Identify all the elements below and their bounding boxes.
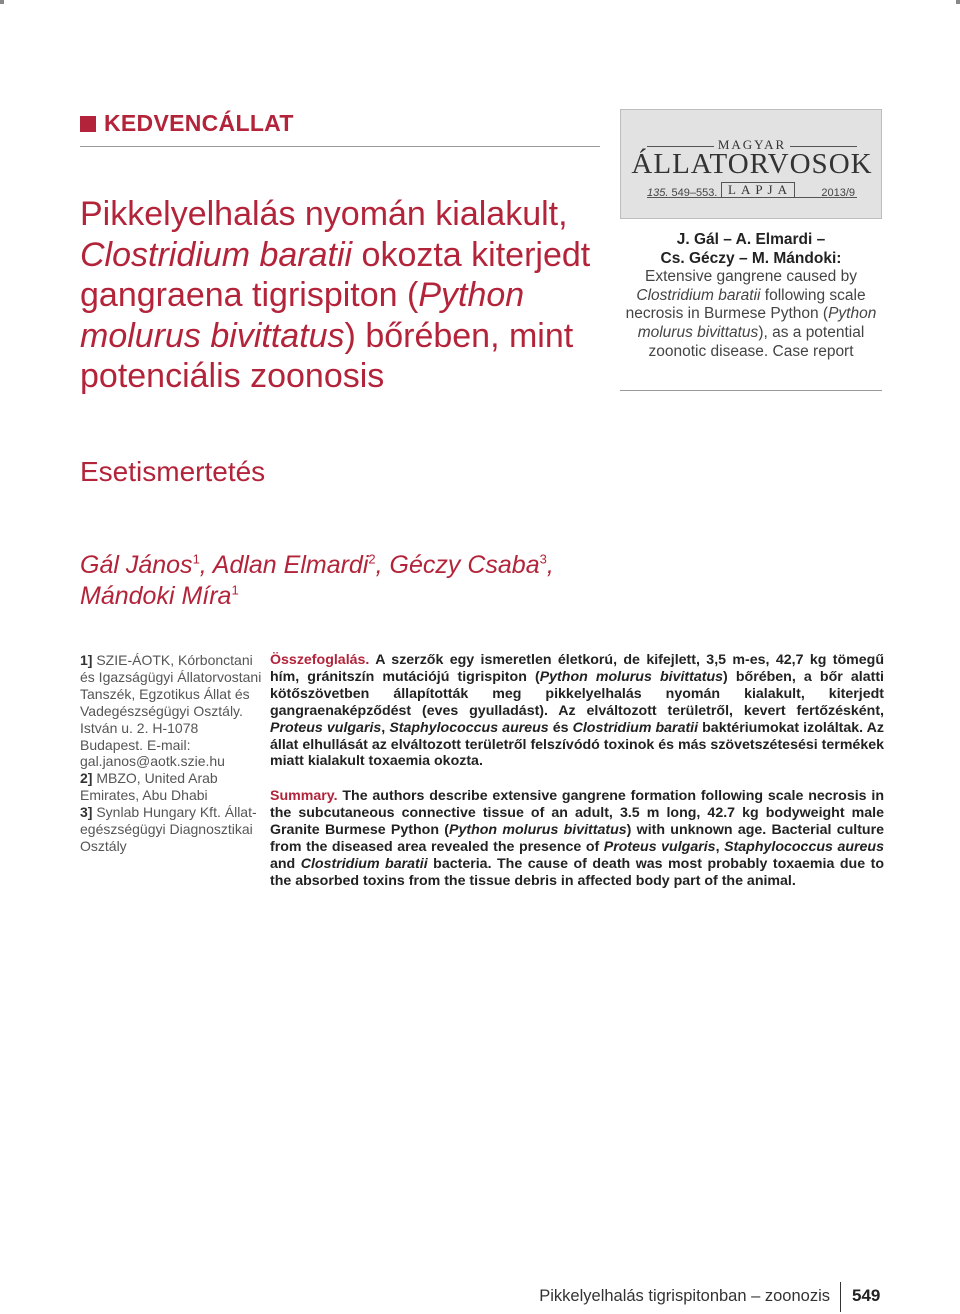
affiliation-text: Synlab Hungary Kft. Állat-egészségügyi Diagnosztikai Osztály	[80, 804, 257, 854]
section-marker-square	[80, 116, 96, 132]
journal-masthead	[620, 109, 882, 219]
author-separator: ,	[546, 551, 554, 579]
affiliations	[80, 652, 265, 855]
author-affiliation-ref: 3	[539, 551, 547, 567]
abstract-label: Summary.	[270, 788, 338, 804]
author-affiliation-ref: 2	[368, 551, 376, 567]
corner-mark-top-right	[956, 0, 960, 4]
running-footer-title: Pikkelyelhalás tigrispitonban – zoonozis	[539, 1287, 830, 1305]
affiliation-text: SZIE-ÁOTK, Kórbonctani és Igazságügyi Állatorvostani Tanszék, Egzotikus Állat és Vadegészségügyi Osztály. István u. 2. H-1078 Budapest. E-mail: gal.janos@aotk.szie.hu	[80, 652, 262, 770]
english-title	[620, 268, 882, 361]
affiliation-item	[80, 770, 265, 804]
abstract-text: ) with unknown age. Bacterial culture from the diseased area revealed the presence of	[270, 821, 884, 855]
title-part-3: ) bőrében, mint potenciális zoonosis	[80, 316, 574, 395]
english-authors-line-2: Cs. Géczy – M. Mándoki:	[660, 249, 842, 267]
page-number: 549	[852, 1286, 881, 1305]
journal-name: ÁLLATORVOSOK	[631, 148, 873, 180]
abstract-text: baktériumokat izoláltak. Az állat elhullását az elváltozott területről felszívódó toxinok és más szövetszétesési termékek miatt kialakult toxaemia okozta.	[270, 719, 884, 770]
affiliation-text: MBZO, United Arab Emirates, Abu Dhabi	[80, 770, 218, 804]
corner-mark-top-left	[0, 0, 4, 4]
abstract-text: bacteria. The cause of death was most probably toxaemia due to the absorbed toxins from the tissue debris in affected body part of the animal.	[270, 855, 884, 889]
abstract-hungarian	[270, 652, 884, 770]
author-affiliation-ref: 1	[231, 582, 239, 598]
title-italic-1: Clostridium baratii	[80, 235, 353, 274]
volume-number: 135.	[647, 187, 669, 199]
section-label: KEDVENCÁLLAT	[104, 110, 294, 136]
section-divider	[80, 146, 600, 147]
author-separator: ,	[199, 551, 213, 579]
title-italic-2: Python molurus bivittatus	[80, 276, 525, 355]
masthead-magyar: MAGYAR	[714, 137, 790, 152]
abstract-english	[270, 788, 884, 889]
author-list	[80, 550, 640, 612]
author-affiliation-ref: 1	[192, 551, 200, 567]
english-title-italic-2: Python molurus bivittatus	[637, 305, 877, 341]
species-name: Python molurus bivittatus	[539, 668, 724, 685]
affiliation-key: 2]	[80, 770, 93, 787]
species-name: Staphylococcus aureus	[389, 719, 549, 736]
abstract-text: A szerzők egy ismeretlen életkorú, de kifejlett, 3,5 m-es, 42,7 kg tömegű hím, gránitszín mutációjú tigrispiton (	[270, 652, 884, 685]
affiliation-item	[80, 804, 265, 855]
affiliation-item	[80, 652, 265, 770]
english-title-part-3: ), as a potential zoonotic disease. Case report	[648, 323, 865, 360]
abstract-text: ,	[715, 838, 725, 855]
journal-year-issue: 2013/9	[821, 187, 855, 199]
author-separator: ,	[375, 551, 390, 579]
abstract-text: ,	[381, 719, 390, 736]
abstract-text: The authors describe extensive gangrene formation following scale necrosis in the subcutaneous connective tissue of an adult, 3.5 m long, 42.7 kg bodyweight male Granite Burmese Python (	[270, 788, 884, 838]
author-name: Adlan Elmardi	[212, 551, 369, 579]
abstract-text: and	[270, 855, 301, 872]
english-title-part-2: following scale necrosis in Burmese Python (	[625, 286, 866, 323]
title-part-1: Pikkelyelhalás nyomán kialakult,	[80, 195, 568, 233]
article-title	[80, 194, 610, 397]
footer-separator	[840, 1282, 841, 1312]
abstract-text: ) bőrében, a bőr alatti kötőszövetben állapították meg pikkelyelhalás nyomán kialakult, kiterjedt gangraenaképződést (eves gyulladást). Az elváltozott területről, kevert fertőzésként,	[270, 668, 884, 719]
species-name: Clostridium baratii	[300, 855, 428, 872]
english-authors-line-1: J. Gál – A. Elmardi –	[676, 231, 826, 248]
page-range: 549–553.	[671, 187, 718, 199]
affiliation-key: 1]	[80, 652, 93, 668]
species-name: Proteus vulgaris	[270, 719, 382, 736]
author-name: Mándoki Míra	[80, 582, 232, 610]
journal-lapja: LAPJA	[721, 182, 795, 197]
english-title-block	[620, 231, 882, 361]
title-part-2: okozta kiterjedt gangraena tigrispiton (	[80, 235, 591, 314]
english-title-part-1: Extensive gangrene caused by	[645, 268, 857, 286]
author-name: Géczy Csaba	[389, 551, 540, 579]
author-name: Gál János	[80, 551, 193, 579]
species-name: Proteus vulgaris	[603, 838, 716, 855]
species-name: Python molurus bivittatus	[449, 821, 627, 838]
species-name: Clostridium baratii	[572, 719, 699, 736]
english-title-italic-1: Clostridium baratii	[636, 286, 761, 304]
affiliation-key: 3]	[80, 804, 93, 821]
species-name: Staphylococcus aureus	[724, 838, 884, 855]
article-subtitle: Esetismertetés	[80, 456, 266, 487]
abstract-label: Összefoglalás.	[270, 652, 370, 668]
english-block-divider	[620, 390, 882, 391]
abstract-text: és	[548, 719, 573, 736]
journal-volume	[647, 187, 717, 199]
